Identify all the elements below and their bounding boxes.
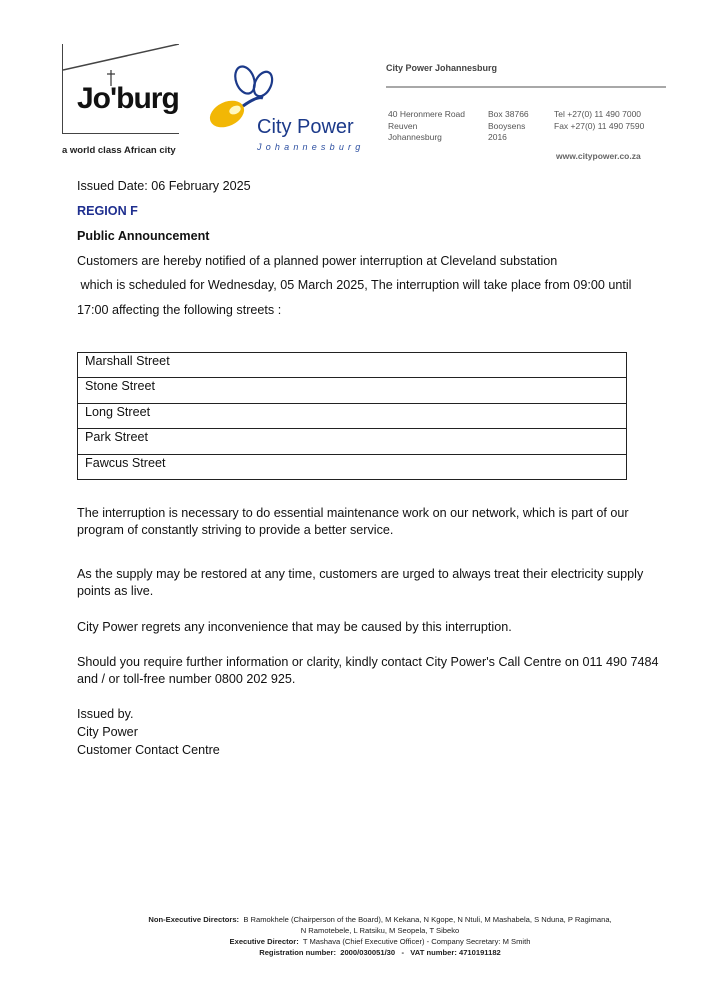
table-row	[78, 403, 627, 428]
company-title: City Power Johannesburg	[386, 63, 498, 73]
maintenance-paragraph: The interruption is necessary to do essential maintenance work on our network, which is part of our program of constantly striving to provide a better service.	[77, 506, 629, 537]
street-cell: Stone Street	[78, 378, 627, 403]
intro-line-2: which is scheduled for Wednesday, 05 March 2025, The interruption will take place from 09:00 until	[77, 278, 632, 292]
citypower-logo-sub: Johannesburg	[257, 142, 365, 152]
nonexec-names-cont: N Ramotebele, L Ratsiku, M Seopela, T Sibeko	[300, 926, 460, 935]
postal-line: Box 38766	[488, 109, 529, 119]
issuer-dept: Customer Contact Centre	[77, 743, 220, 757]
intro-line-3: 17:00 affecting the following streets :	[77, 303, 282, 317]
table-row	[78, 429, 627, 454]
issuer-org: City Power	[77, 725, 138, 739]
postal-line: Booysens	[488, 120, 526, 131]
supply-paragraph: As the supply may be restored at any time, customers are urged to always treat their electricity supply points as live.	[77, 567, 644, 598]
header-divider	[386, 86, 666, 88]
fax-line: Fax +27(0) 11 490 7590	[554, 120, 645, 131]
nonexec-label: Non-Executive Directors:	[148, 915, 240, 924]
website-link[interactable]: www.citypower.co.za	[556, 151, 641, 161]
joburg-tagline: a world class African city	[62, 145, 176, 156]
region-label: REGION F	[77, 204, 138, 218]
address-line: 40 Heronmere Road	[388, 109, 466, 119]
issued-date: Issued Date: 06 February 2025	[77, 179, 251, 193]
postal-block	[488, 109, 529, 144]
footer-nonexec-line	[90, 914, 670, 925]
address-line: Johannesburg	[388, 132, 442, 142]
joburg-logo-text: Jo'burg	[77, 82, 179, 115]
footer	[90, 914, 670, 958]
citypower-logo-name: City Power	[257, 116, 354, 138]
street-cell: Fawcus Street	[78, 454, 627, 479]
address-line: Reuven	[388, 120, 418, 131]
announcement-heading: Public Announcement	[77, 229, 210, 243]
table-row	[78, 378, 627, 403]
postal-line: 2016	[488, 132, 507, 142]
joburg-logo	[62, 44, 179, 134]
regret-paragraph: City Power regrets any inconvenience that may be caused by this interruption.	[77, 620, 512, 634]
issued-by-label: Issued by.	[77, 707, 134, 721]
nonexec-names: B Ramokhele (Chairperson of the Board), M Kekana, N Kgope, N Ntuli, M Mashabela, S Nduna, P Ragimana,	[243, 915, 612, 924]
street-cell: Marshall Street	[78, 353, 627, 378]
exec-names: T Mashava (Chief Executive Officer) - Company Secretary: M Smith	[302, 937, 531, 946]
exec-label: Executive Director:	[229, 937, 299, 946]
address-block	[388, 109, 465, 144]
street-cell: Park Street	[78, 429, 627, 454]
citypower-logo	[205, 62, 370, 157]
footer-exec-line	[90, 936, 670, 947]
contact-paragraph: Should you require further information or clarity, kindly contact City Power's Call Centre on 011 490 7484 and / or toll-free number 0800 202 925.	[77, 655, 659, 686]
table-row	[78, 454, 627, 479]
table-row	[78, 353, 627, 378]
streets-table	[77, 352, 627, 480]
street-cell: Long Street	[78, 403, 627, 428]
registration-line: Registration number: 2000/030051/30 - VAT number: 4710191182	[259, 948, 501, 957]
intro-line-1: Customers are hereby notified of a planned power interruption at Cleveland substation	[77, 254, 558, 268]
phone-line: Tel +27(0) 11 490 7000	[554, 109, 642, 119]
phone-block	[554, 109, 644, 132]
